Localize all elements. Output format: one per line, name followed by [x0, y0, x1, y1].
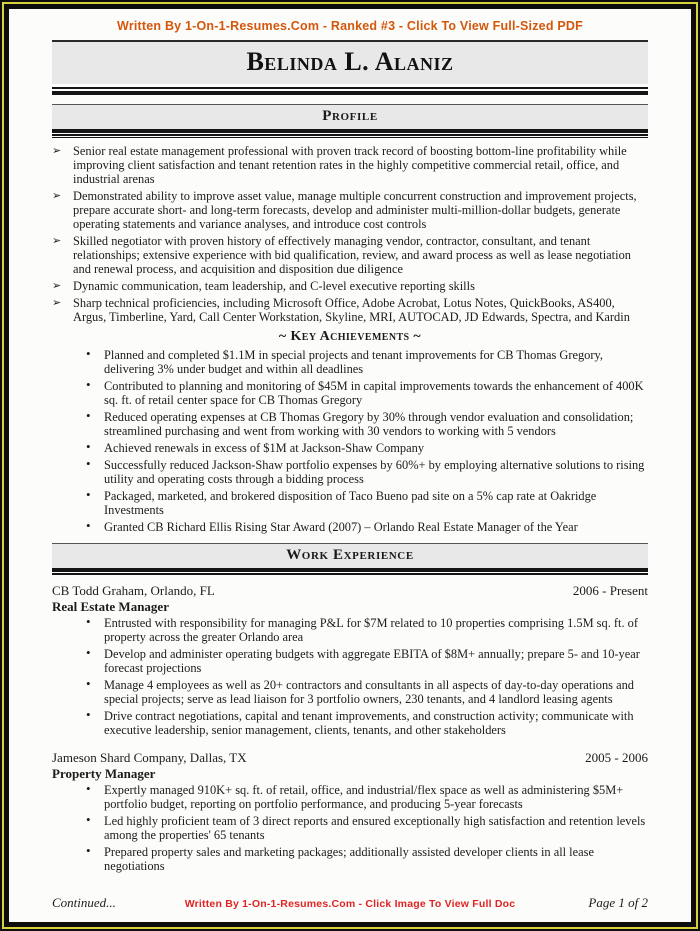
job-bullet-item: [85, 647, 648, 675]
bullet-text: Granted CB Richard Ellis Rising Star Award (2007) – Orlando Real Estate Manager of the Year: [104, 520, 578, 534]
dot-bullet-icon: •: [86, 707, 91, 722]
dot-bullet-icon: •: [86, 439, 91, 454]
profile-bullet-item: [52, 144, 648, 186]
achievement-bullet-item: [85, 410, 648, 438]
achievement-bullet-item: [85, 348, 648, 376]
job-dates: 2006 - Present: [572, 583, 648, 598]
arrow-bullet-icon: ➢: [52, 280, 62, 292]
job-bullet-item: [85, 678, 648, 706]
achievement-bullet-item: [85, 458, 648, 486]
job-company: CB Todd Graham, Orlando, FL: [52, 583, 215, 598]
achievement-bullet-item: [85, 441, 648, 455]
achievement-bullet-item: [85, 520, 648, 534]
bullet-text: Dynamic communication, team leadership, and C-level executive reporting skills: [73, 279, 475, 293]
bullet-text: Achieved renewals in excess of $1M at Jackson-Shaw Company: [104, 441, 425, 455]
dot-bullet-icon: •: [86, 377, 91, 392]
bullet-text: Develop and administer operating budgets with aggregate EBITA of $8M+ annually; prepare 5- and 10-year forecast projections: [104, 647, 640, 675]
dot-bullet-icon: •: [86, 346, 91, 361]
achievement-bullet-item: [85, 489, 648, 517]
bullet-text: Led highly proficient team of 3 direct reports and ensured exceptionally high satisfaction and retention levels among the properties' 65 tenants: [104, 814, 646, 842]
bullet-text: Demonstrated ability to improve asset value, manage multiple concurrent construction and improvement projects, prepare accurate short- and long-term forecasts, develop and administer multi-million-dollar budgets, generate operating statements and variance analyses, and introduce cost controls: [73, 189, 637, 231]
dot-bullet-icon: •: [86, 812, 91, 827]
key-achievements-title: ~ Key Achievements ~: [278, 329, 422, 344]
arrow-bullet-icon: ➢: [52, 145, 62, 157]
divider-rule: [52, 87, 648, 89]
job-block-cb-todd-graham: [52, 583, 648, 737]
job-bullet-item: [85, 814, 648, 842]
dot-bullet-icon: •: [86, 614, 91, 629]
dot-bullet-icon: •: [86, 781, 91, 796]
job-block-jameson-shard: [52, 750, 648, 873]
page-footer: [52, 895, 648, 911]
bullet-text: Entrusted with responsibility for managing P&L for $7M related to 10 properties comprising 1.5M sq. ft. of property across the greater Orlando area: [104, 616, 638, 644]
resume-page: [9, 9, 691, 922]
dot-bullet-icon: •: [86, 456, 91, 471]
bullet-text: Skilled negotiator with proven history of effectively managing vendor, contractor, consultant, and tenant relationships; extensive experience with bid qualification, review, and award process as well as lease negotiation and renewal process, and acquisition and disposition due diligence: [73, 234, 631, 276]
job-title: Property Manager: [52, 765, 156, 781]
bullet-text: Prepared property sales and marketing packages; additionally assisted developer clients in all lease negotiations: [104, 845, 594, 873]
section-rule: [52, 568, 648, 575]
continued-label: Continued...: [52, 895, 116, 910]
bullet-text: Manage 4 employees as well as 20+ contractors and consultants in all aspects of day-to-day operations and special projects; serve as lead liaison for 3 portfolio owners, 230 tenants, and 4 landlord leasing agents: [104, 678, 634, 706]
bullet-text: Senior real estate management professional with proven track record of boosting bottom-line profitability while improving client satisfaction and tenant retention rates in the highly competitive commercial retail, office, and industrial arenas: [73, 144, 627, 186]
job-title: Real Estate Manager: [52, 598, 169, 614]
bullet-text: Reduced operating expenses at CB Thomas Gregory by 30% through vendor evaluation and consolidation; streamlined purchasing and went from working with 30 vendors to working with 5 vendors: [104, 410, 634, 438]
bullet-text: Sharp technical proficiencies, including Microsoft Office, Adobe Acrobat, Lotus Notes, QuickBooks, AS400, Argus, Timberline, Yard, Call Center Workstation, Skyline, MRI, AUTOCAD, JD Edwards, Spectra, and Kardin: [73, 296, 630, 324]
profile-bullet-item: [52, 279, 648, 293]
bullet-text: Drive contract negotiations, capital and tenant improvements, and construction activity; communicate with executive leadership, senior management, clients, tenants, and other stakeholders: [104, 709, 634, 737]
bullet-text: Expertly managed 910K+ sq. ft. of retail, office, and industrial/flex space as well as administering $5M+ portfolio budget, reporting on portfolio performance, and producing 5-year forecasts: [104, 783, 624, 811]
dot-bullet-icon: •: [86, 487, 91, 502]
arrow-bullet-icon: ➢: [52, 235, 62, 247]
dot-bullet-icon: •: [86, 518, 91, 533]
job-bullet-item: [85, 845, 648, 873]
arrow-bullet-icon: ➢: [52, 297, 62, 309]
dot-bullet-icon: •: [86, 843, 91, 858]
name-header-band: [52, 40, 648, 84]
work-experience-section-header: [52, 543, 648, 575]
dot-bullet-icon: •: [86, 645, 91, 660]
bullet-text: Planned and completed $1.1M in special projects and tenant improvements for CB Thomas Gregory, delivering 3% under budget and within all deadlines: [104, 348, 603, 376]
profile-bullet-item: [52, 189, 648, 231]
page-number: Page 1 of 2: [588, 895, 648, 910]
top-banner-link[interactable]: Written By 1-On-1-Resumes.Com - Ranked #3 - Click To View Full-Sized PDF: [117, 19, 583, 33]
dot-bullet-icon: •: [86, 676, 91, 691]
profile-bullet-item: [52, 234, 648, 276]
bullet-text: Contributed to planning and monitoring of $45M in capital improvements towards the enhancement of 400K sq. ft. of retail center space for CB Thomas Gregory: [104, 379, 644, 407]
profile-section-header: [52, 104, 648, 138]
profile-bullet-item: [52, 296, 648, 324]
bullet-text: Successfully reduced Jackson-Shaw portfolio expenses by 60%+ by employing alternative solutions to rising utility and operating costs through a bidding process: [104, 458, 645, 486]
divider-rule: [52, 91, 648, 95]
profile-bullet-list: [52, 144, 648, 324]
page-frame-inner: [2, 2, 698, 929]
job-company: Jameson Shard Company, Dallas, TX: [52, 750, 247, 765]
job-bullet-list: [52, 783, 648, 873]
job-bullet-item: [85, 783, 648, 811]
job-bullet-item: [85, 709, 648, 737]
achievements-bullet-list: [52, 348, 648, 534]
job-bullet-item: [85, 616, 648, 644]
footer-banner-link[interactable]: Written By 1-On-1-Resumes.Com - Click Image To View Full Doc: [184, 898, 516, 910]
profile-section-title: Profile: [322, 108, 378, 124]
section-rule: [52, 129, 648, 138]
arrow-bullet-icon: ➢: [52, 190, 62, 202]
candidate-name: Belinda L. Alaniz: [246, 47, 454, 76]
bullet-text: Packaged, marketed, and brokered disposition of Taco Bueno pad site on a 5% cap rate at Oakridge Investments: [104, 489, 597, 517]
work-experience-section-title: Work Experience: [286, 547, 414, 563]
dot-bullet-icon: •: [86, 408, 91, 423]
achievement-bullet-item: [85, 379, 648, 407]
job-bullet-list: [52, 616, 648, 737]
job-dates: 2005 - 2006: [585, 750, 648, 765]
